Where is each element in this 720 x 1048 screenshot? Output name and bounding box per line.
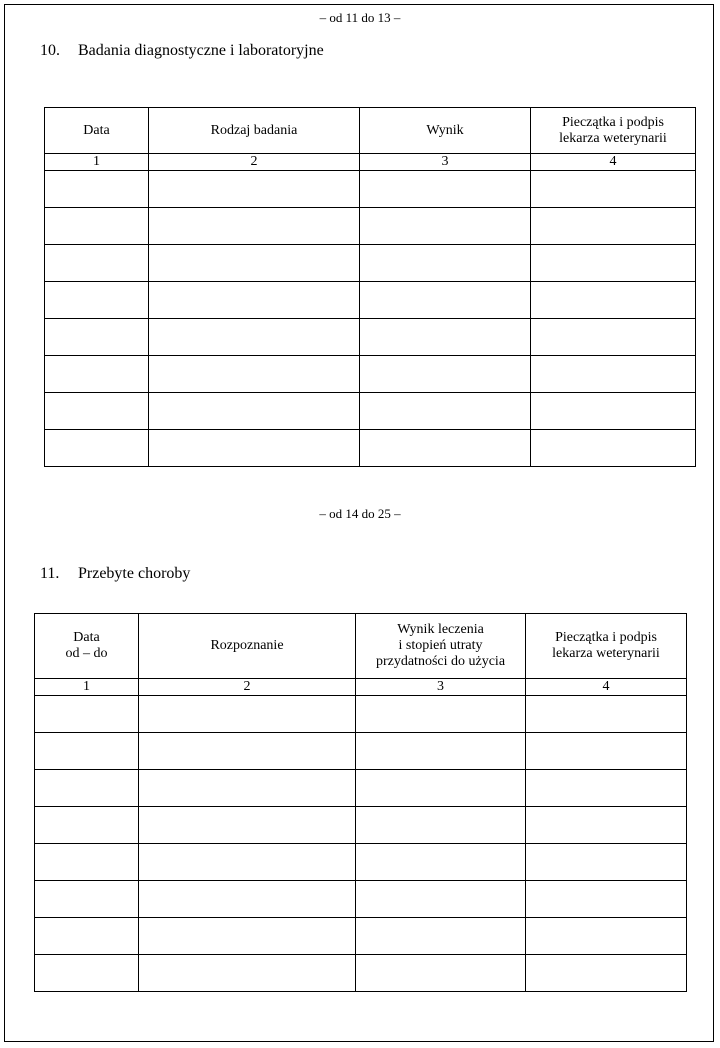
column-header: [35, 614, 139, 679]
empty-cell[interactable]: [139, 881, 356, 918]
empty-cell[interactable]: [35, 881, 139, 918]
empty-cell[interactable]: [149, 171, 360, 208]
empty-cell[interactable]: [139, 696, 356, 733]
empty-cell[interactable]: [139, 918, 356, 955]
empty-cell[interactable]: [35, 733, 139, 770]
column-header-line: Rozpoznanie: [210, 638, 284, 653]
table-row: [35, 881, 687, 918]
column-header: [149, 108, 360, 154]
empty-cell[interactable]: [531, 356, 696, 393]
empty-cell[interactable]: [360, 282, 531, 319]
empty-cell[interactable]: [45, 319, 149, 356]
header-row: [45, 108, 696, 154]
table-row: [45, 245, 696, 282]
column-header-line: od – do: [65, 646, 108, 661]
column-number: 2: [149, 154, 360, 171]
empty-cell[interactable]: [35, 918, 139, 955]
empty-cell[interactable]: [360, 171, 531, 208]
section-10-range-label: – od 11 do 13 –: [319, 10, 401, 25]
header-row: [35, 614, 687, 679]
empty-cell[interactable]: [45, 245, 149, 282]
table-row: [45, 430, 696, 467]
empty-cell[interactable]: [531, 393, 696, 430]
section-11-title: Przebyte choroby: [78, 565, 191, 582]
column-number-row: [35, 679, 687, 696]
empty-cell[interactable]: [356, 955, 526, 992]
section-11-heading: [40, 565, 190, 583]
table-row: [35, 696, 687, 733]
empty-cell[interactable]: [356, 918, 526, 955]
table-row: [35, 733, 687, 770]
column-header-line: Wynik leczenia: [397, 622, 484, 637]
table-row: [45, 282, 696, 319]
empty-cell[interactable]: [35, 696, 139, 733]
empty-cell[interactable]: [531, 171, 696, 208]
empty-cell[interactable]: [356, 807, 526, 844]
empty-cell[interactable]: [356, 696, 526, 733]
empty-cell[interactable]: [360, 430, 531, 467]
column-header: [531, 108, 696, 154]
column-header-line: przydatności do użycia: [375, 654, 506, 669]
empty-cell[interactable]: [35, 807, 139, 844]
empty-cell[interactable]: [149, 430, 360, 467]
empty-cell[interactable]: [526, 844, 687, 881]
empty-cell[interactable]: [531, 319, 696, 356]
empty-cell[interactable]: [139, 955, 356, 992]
empty-cell[interactable]: [531, 208, 696, 245]
empty-cell[interactable]: [526, 733, 687, 770]
column-header-line: Wynik: [426, 122, 464, 138]
section-11-range-label: – od 14 do 25 –: [319, 506, 401, 521]
column-number: 4: [531, 154, 696, 171]
column-number: 3: [356, 679, 526, 696]
empty-cell[interactable]: [526, 807, 687, 844]
empty-cell[interactable]: [35, 770, 139, 807]
empty-cell[interactable]: [35, 955, 139, 992]
empty-cell[interactable]: [45, 208, 149, 245]
empty-cell[interactable]: [149, 282, 360, 319]
diagnostic-tests-table: [44, 107, 696, 467]
column-header: [360, 108, 531, 154]
empty-cell[interactable]: [45, 430, 149, 467]
empty-cell[interactable]: [356, 733, 526, 770]
empty-cell[interactable]: [356, 844, 526, 881]
empty-cell[interactable]: [360, 319, 531, 356]
empty-cell[interactable]: [149, 319, 360, 356]
column-number: 1: [35, 679, 139, 696]
empty-cell[interactable]: [139, 733, 356, 770]
column-number-row: [45, 154, 696, 171]
column-header: [526, 614, 687, 679]
empty-cell[interactable]: [356, 770, 526, 807]
empty-cell[interactable]: [35, 844, 139, 881]
empty-cell[interactable]: [526, 918, 687, 955]
column-number: 4: [526, 679, 687, 696]
column-header: [45, 108, 149, 154]
section-11-number: 11.: [40, 565, 60, 582]
empty-cell[interactable]: [139, 770, 356, 807]
table-row: [45, 171, 696, 208]
empty-cell[interactable]: [45, 282, 149, 319]
table-row: [45, 208, 696, 245]
table-row: [35, 770, 687, 807]
column-number: 3: [360, 154, 531, 171]
section-10-number: 10.: [40, 42, 60, 59]
empty-cell[interactable]: [360, 393, 531, 430]
column-header-line: Data: [73, 630, 100, 645]
empty-cell[interactable]: [356, 881, 526, 918]
table-row: [45, 393, 696, 430]
table-row: [35, 918, 687, 955]
section-10-title: Badania diagnostyczne i laboratoryjne: [78, 42, 324, 59]
empty-cell[interactable]: [360, 245, 531, 282]
table-row: [35, 955, 687, 992]
empty-cell[interactable]: [526, 770, 687, 807]
table-row: [45, 319, 696, 356]
column-header: [139, 614, 356, 679]
column-number: 2: [139, 679, 356, 696]
empty-cell[interactable]: [45, 171, 149, 208]
table-row: [35, 807, 687, 844]
empty-cell[interactable]: [531, 245, 696, 282]
column-header-line: lekarza weterynarii: [552, 646, 660, 661]
column-header-line: Pieczątka i podpis: [555, 630, 657, 645]
empty-cell[interactable]: [526, 955, 687, 992]
empty-cell[interactable]: [149, 208, 360, 245]
empty-cell[interactable]: [45, 393, 149, 430]
empty-cell[interactable]: [360, 356, 531, 393]
empty-cell[interactable]: [139, 807, 356, 844]
empty-cell[interactable]: [526, 881, 687, 918]
empty-cell[interactable]: [531, 430, 696, 467]
column-header-line: i stopień utraty: [398, 638, 483, 653]
empty-cell[interactable]: [45, 356, 149, 393]
table-row: [35, 844, 687, 881]
empty-cell[interactable]: [149, 245, 360, 282]
empty-cell[interactable]: [360, 208, 531, 245]
column-header-line: Data: [83, 122, 110, 138]
section-10-heading: [40, 42, 324, 60]
empty-cell[interactable]: [531, 282, 696, 319]
column-number: 1: [45, 154, 149, 171]
empty-cell[interactable]: [149, 356, 360, 393]
empty-cell[interactable]: [526, 696, 687, 733]
empty-cell[interactable]: [139, 844, 356, 881]
empty-cell[interactable]: [149, 393, 360, 430]
column-header: [356, 614, 526, 679]
table-row: [45, 356, 696, 393]
past-diseases-table: [34, 613, 687, 992]
column-header-line: Pieczątka i podpis: [562, 114, 664, 130]
column-header-line: Rodzaj badania: [210, 122, 298, 138]
column-header-line: lekarza weterynarii: [559, 130, 667, 146]
